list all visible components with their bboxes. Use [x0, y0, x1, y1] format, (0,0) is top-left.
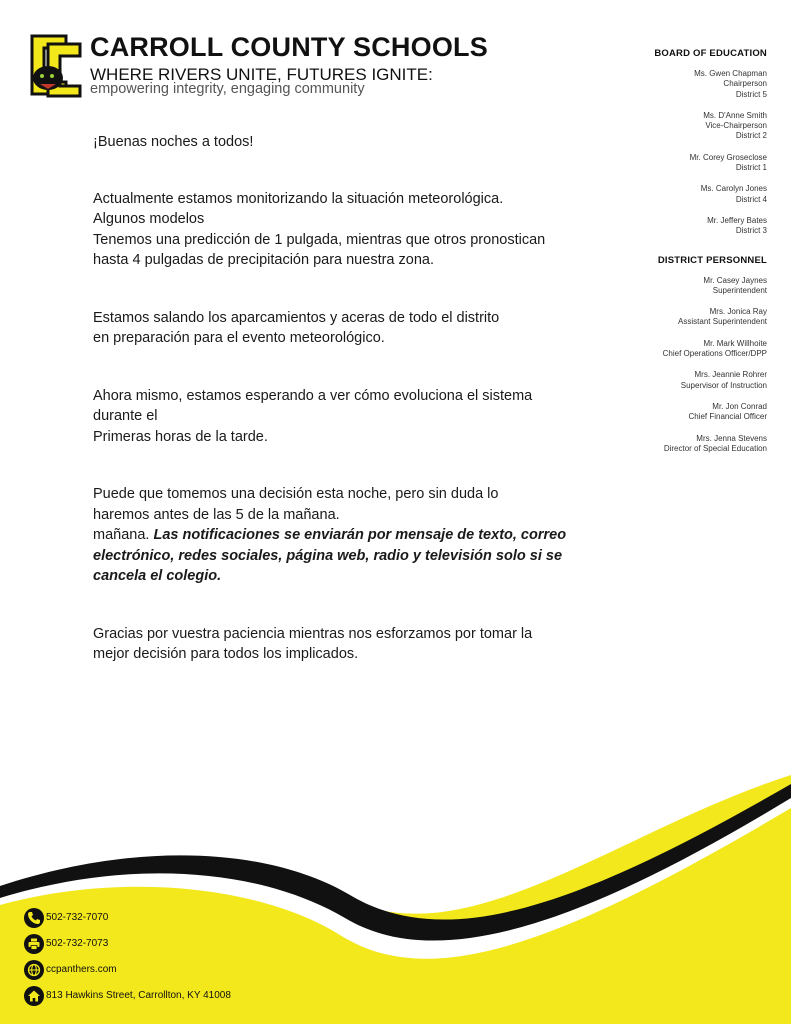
text-line: Algunos modelos — [93, 211, 205, 227]
personnel-heading: DISTRICT PERSONNEL — [657, 254, 767, 266]
personnel-title: Chief Financial Officer — [688, 412, 767, 422]
member-district: District 5 — [735, 89, 767, 99]
text-line: haremos antes de las 5 de la mañana. — [93, 506, 340, 523]
paragraph-waiting — [93, 386, 613, 448]
footer-wave — [0, 760, 791, 1024]
member-name: Mr. Jeffery Bates — [707, 215, 767, 225]
website-link[interactable]: ccpanthers.com — [46, 964, 117, 975]
personnel-title: Superintendent — [712, 285, 767, 295]
globe-icon — [24, 960, 44, 980]
sub-tagline: empowering integrity, engaging community — [90, 81, 365, 97]
member-district: District 2 — [735, 131, 767, 141]
member-role: Vice-Chairperson — [705, 121, 767, 131]
text-line: Tenemos una predicción de 1 pulgada, mientras que otros pronostican — [93, 231, 546, 248]
street-address: 813 Hawkins Street, Carrollton, KY 41008 — [46, 990, 231, 1001]
board-member — [547, 69, 767, 100]
phone-number[interactable]: 502-732-7070 — [46, 912, 109, 923]
member-role: Chairperson — [723, 79, 767, 89]
paragraph-monitoring — [93, 189, 613, 271]
member-name: Ms. D'Anne Smith — [703, 110, 767, 120]
personnel-title: Chief Operations Officer/DPP — [662, 349, 767, 359]
personnel-title: Supervisor of Instruction — [680, 380, 767, 390]
text-line: Ahora mismo, estamos esperando a ver cómo evoluciona el sistema — [93, 387, 533, 404]
personnel-name: Mr. Casey Jaynes — [703, 275, 767, 285]
text-line: durante el — [93, 408, 158, 424]
home-icon — [24, 986, 44, 1006]
paragraph-salting — [93, 308, 613, 349]
text-line: mejor decisión para todos los implicados. — [93, 646, 359, 662]
text-line: Puede que tomemos una decisión esta noche, pero sin duda lo — [93, 486, 499, 502]
text-line: Estamos salando los aparcamientos y aceras de todo el distrito — [93, 309, 500, 326]
letter-body — [93, 132, 613, 665]
board-heading: BOARD OF EDUCATION — [654, 48, 767, 59]
paragraph-decision — [93, 484, 613, 587]
paragraph-thanks — [93, 624, 613, 665]
text-line: Actualmente estamos monitorizando la situación meteorológica. — [93, 190, 504, 207]
school-logo — [26, 32, 84, 98]
notification-notice: Las notificaciones se enviarán por mensaje de texto, correo — [153, 527, 567, 543]
member-name: Ms. Carolyn Jones — [700, 184, 767, 194]
member-name: Ms. Gwen Chapman — [694, 69, 767, 78]
personnel-title: Assistant Superintendent — [678, 317, 767, 327]
personnel-title: Director of Special Education — [663, 443, 767, 453]
phone-icon — [24, 908, 44, 928]
personnel-name: Mrs. Jeannie Rohrer — [694, 370, 767, 380]
member-district: District 1 — [735, 163, 767, 173]
text-line — [93, 525, 613, 546]
tagline: WHERE RIVERS UNITE, FUTURES IGNITE: — [90, 65, 433, 84]
text-line: en preparación para el evento meteorológico. — [93, 330, 385, 346]
personnel-name: Mr. Mark Willhoite — [703, 338, 767, 348]
greeting: ¡Buenas noches a todos! — [93, 134, 254, 150]
text-fragment: mañana. — [93, 527, 154, 543]
fax-number: 502-732-7073 — [46, 938, 109, 949]
member-district: District 3 — [735, 226, 767, 236]
text-line: Primeras horas de la tarde. — [93, 428, 268, 445]
personnel-name: Mr. Jon Conrad — [712, 401, 767, 411]
member-name: Mr. Corey Groseclose — [689, 152, 767, 162]
printer-icon — [24, 934, 44, 954]
member-district: District 4 — [735, 194, 767, 204]
personnel-name: Mrs. Jonica Ray — [709, 307, 767, 317]
notification-notice: cancela el colegio. — [93, 568, 222, 584]
text-line: hasta 4 pulgadas de precipitación para nuestra zona. — [93, 252, 434, 268]
text-line: Gracias por vuestra paciencia mientras nos esforzamos por tomar la — [93, 625, 533, 642]
notification-notice: electrónico, redes sociales, página web, radio y televisión solo si se — [93, 547, 563, 564]
personnel-name: Mrs. Jenna Stevens — [696, 433, 767, 443]
organization-title: CARROLL COUNTY SCHOOLS — [90, 32, 488, 62]
